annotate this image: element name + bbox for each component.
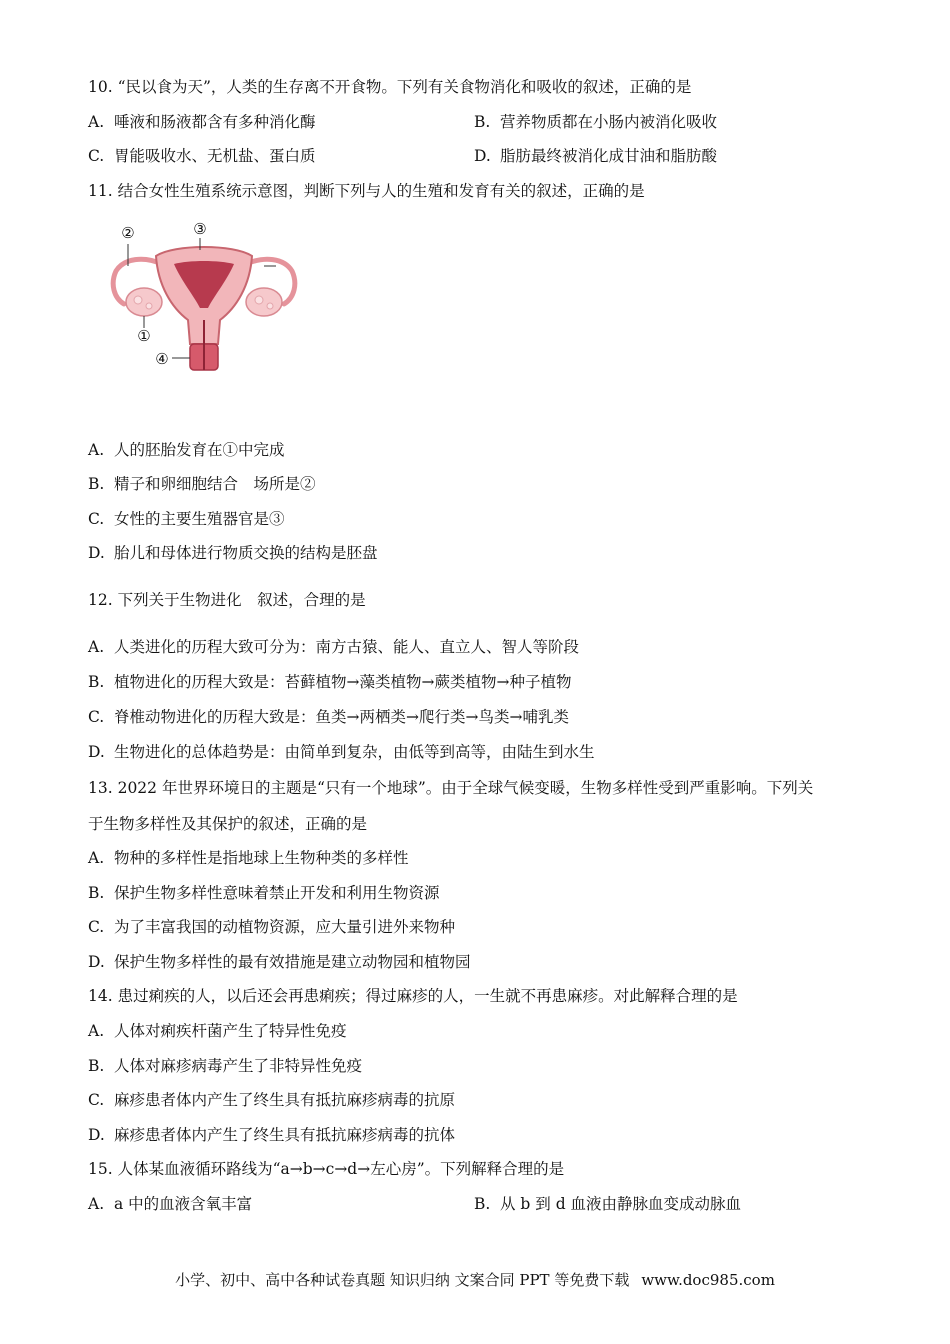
option-letter: A. [88,441,105,459]
q14-option-b [88,1056,362,1076]
q13-option-a [88,848,409,868]
option-letter: D. [88,743,105,761]
diagram-label-4: ④ [155,350,169,368]
option-letter: D. [88,953,105,971]
option-text: 脂肪最终被消化成甘油和脂肪酸 [500,147,718,165]
q15-option-b [474,1194,741,1214]
option-letter: C. [88,918,105,936]
option-text: 胎儿和母体进行物质交换的结构是胚盘 [114,544,378,562]
option-letter: B. [474,113,491,131]
q12-option-b [88,672,571,692]
option-text: 麻疹患者体内产生了终生具有抵抗麻疹病毒的抗原 [114,1091,456,1109]
diagram-label-3: ③ [193,220,207,238]
option-letter: A. [88,849,105,867]
option-text: 人体对痢疾杆菌产生了特异性免疫 [114,1022,347,1040]
female-reproductive-system-diagram [104,216,304,376]
q10-option-c [88,146,316,166]
option-text: 营养物质都在小肠内被消化吸收 [500,113,718,131]
q11-option-b [88,474,316,494]
option-letter: C. [88,1091,105,1109]
diagram-label-2: ② [121,224,135,242]
option-text: 植物进化的历程大致是：苔藓植物→藻类植物→蕨类植物→种子植物 [114,673,572,691]
q10-stem: 10. “民以食为天”，人类的生存离不开食物。下列有关食物消化和吸收的叙述，正确的是 [88,78,692,96]
q14-option-c [88,1090,455,1110]
option-text: 脊椎动物进化的历程大致是：鱼类→两栖类→爬行类→鸟类→哺乳类 [114,708,569,726]
q10-option-d [474,146,717,166]
option-letter: A. [88,113,105,131]
option-letter: C. [88,147,105,165]
q10-option-b [474,112,717,132]
option-text: 保护生物多样性的最有效措施是建立动物园和植物园 [114,953,471,971]
option-text: 从 b 到 d 血液由静脉血变成动脉血 [500,1195,742,1213]
option-letter: D. [88,544,105,562]
option-letter: D. [88,1126,105,1144]
option-text: 人体对麻疹病毒产生了非特异性免疫 [114,1057,363,1075]
option-text: 物种的多样性是指地球上生物种类的多样性 [114,849,409,867]
diagram-label-1: ① [137,327,151,345]
option-text: a 中的血液含氧丰富 [114,1195,253,1213]
q15-stem: 15. 人体某血液循环路线为“a→b→c→d→左心房”。下列解释合理的是 [88,1160,565,1178]
option-letter: B. [88,475,105,493]
q12-stem: 12. 下列关于生物进化 叙述，合理的是 [88,591,366,609]
option-letter: A. [88,638,105,656]
q10-option-a [88,112,316,132]
option-text: 人类进化的历程大致可分为：南方古猿、能人、直立人、智人等阶段 [114,638,580,656]
option-letter: A. [88,1022,105,1040]
option-text: 保护生物多样性意味着禁止开发和利用生物资源 [114,884,440,902]
q11-stem: 11. 结合女性生殖系统示意图，判断下列与人的生殖和发育有关的叙述，正确的是 [88,182,645,200]
q13-option-c [88,917,455,937]
option-text: 生物进化的总体趋势是：由简单到复杂，由低等到高等，由陆生到水生 [114,743,595,761]
option-letter: A. [88,1195,105,1213]
footer-text: 小学、初中、高中各种试卷真题 知识归纳 文案合同 PPT 等免费下载 [175,1271,630,1289]
q13-stem-line-2: 于生物多样性及其保护的叙述，正确的是 [88,815,368,833]
option-text: 胃能吸收水、无机盐、蛋白质 [114,147,316,165]
option-letter: D. [474,147,491,165]
option-text: 人的胚胎发育在①中完成 [114,441,285,459]
option-letter: C. [88,708,105,726]
option-letter: C. [88,510,105,528]
q14-option-a [88,1021,347,1041]
page-footer [0,1270,950,1290]
option-text: 女性的主要生殖器官是③ [114,510,285,528]
q12-option-d [88,742,595,762]
q11-option-a [88,440,285,460]
footer-link[interactable]: www.doc985.com [641,1271,775,1289]
option-letter: B. [88,884,105,902]
q14-stem: 14. 患过痢疾的人，以后还会再患痢疾；得过麻疹的人，一生就不再患麻疹。对此解释合理的是 [88,987,738,1005]
q11-option-c [88,509,285,529]
q13-option-b [88,883,440,903]
option-text: 麻疹患者体内产生了终生具有抵抗麻疹病毒的抗体 [114,1126,456,1144]
option-letter: B. [474,1195,491,1213]
q12-option-a [88,637,579,657]
option-letter: B. [88,1057,105,1075]
q13-option-d [88,952,471,972]
q15-option-a [88,1194,252,1214]
q14-option-d [88,1125,455,1145]
option-text: 唾液和肠液都含有多种消化酶 [114,113,316,131]
q11-option-d [88,543,378,563]
q12-option-c [88,707,569,727]
option-text: 精子和卵细胞结合 场所是② [114,475,316,493]
option-text: 为了丰富我国的动植物资源，应大量引进外来物种 [114,918,456,936]
option-letter: B. [88,673,105,691]
q13-stem-line-1: 13. 2022 年世界环境日的主题是“只有一个地球”。由于全球气候变暖，生物多样性受到严重影响。下列关 [88,779,814,797]
